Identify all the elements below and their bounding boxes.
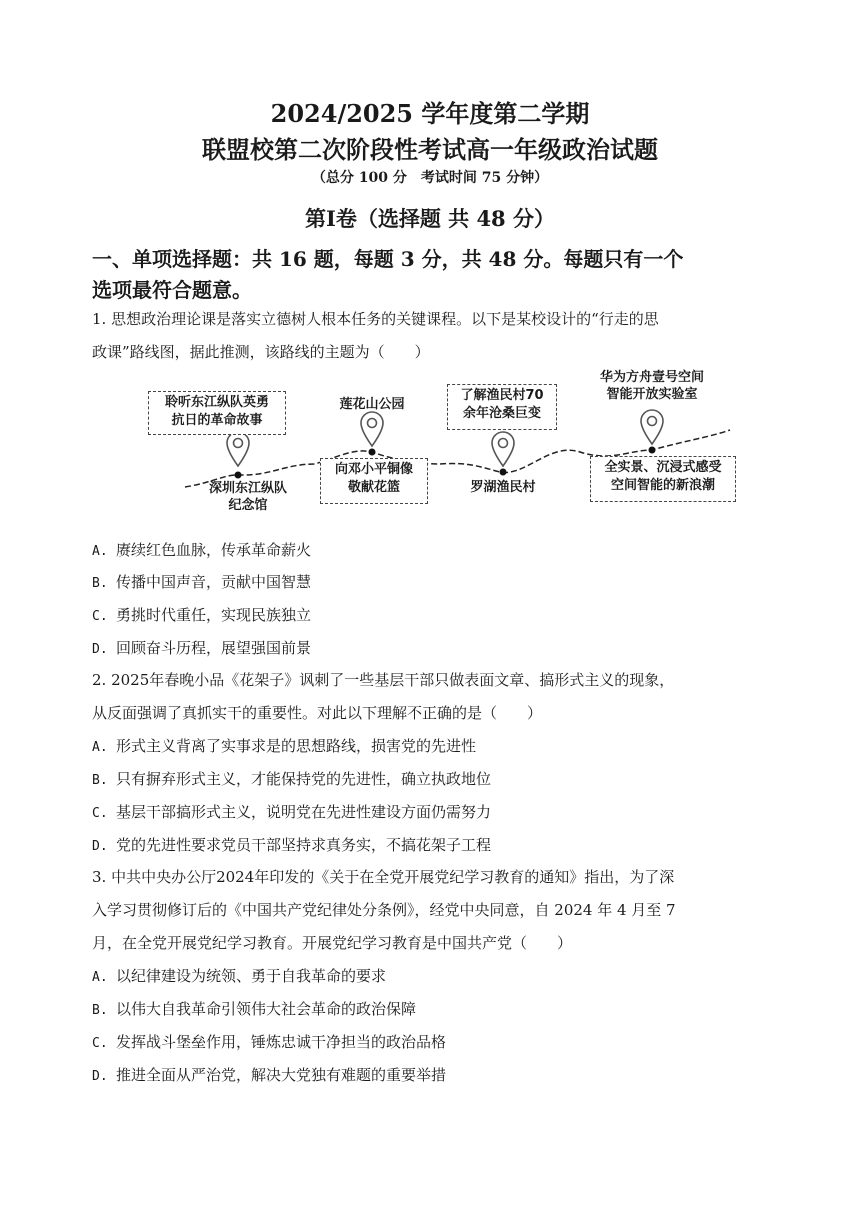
- option-text: 推进全面从严治党，解决大党独有难题的重要举措: [116, 1066, 447, 1084]
- option-text: 传播中国声音，贡献中国智慧: [116, 573, 312, 591]
- section-heading-line2: 选项最符合题意。: [92, 278, 252, 302]
- option-text: 赓续红色血脉，传承革命薪火: [116, 541, 312, 559]
- option-letter: D.: [92, 839, 108, 854]
- question-3-line2: 入学习贯彻修订后的《中国共产党纪律处分条例》，经党中央同意，自 2024 年 4 月至 7: [92, 901, 676, 919]
- option-text: 勇挑时代重任，实现民族独立: [116, 606, 312, 624]
- section-heading-line1: 一、单项选择题：共 16 题，每题 3 分，共 48 分。每题只有一个: [92, 247, 684, 271]
- question-3-option-d[interactable]: [92, 1065, 446, 1087]
- option-letter: A.: [92, 970, 108, 985]
- option-text: 发挥战斗堡垒作用，锤炼忠诚干净担当的政治品格: [116, 1033, 447, 1051]
- route-note-2-line2: 敬献花篮: [347, 480, 400, 495]
- location-pin-icon-3: [492, 432, 514, 466]
- exam-subtitle: （总分 100 分 考试时间 75 分钟）: [311, 170, 549, 186]
- route-stop-label-4: 华为方舟壹号空间 智能开放实验室: [599, 370, 704, 402]
- exam-title-term: 2024/2025 学年度第二学期: [270, 99, 590, 128]
- option-text: 以伟大自我革命引领伟大社会革命的政治保障: [116, 1000, 417, 1018]
- question-1-option-c[interactable]: [92, 605, 311, 627]
- route-stop-dot-3: [500, 469, 507, 476]
- option-letter: A.: [92, 740, 108, 755]
- option-letter: C.: [92, 806, 108, 821]
- route-stop-dot-2: [369, 449, 376, 456]
- question-2-option-d[interactable]: [92, 835, 491, 857]
- question-1-option-b[interactable]: [92, 572, 311, 594]
- question-2-line1: 2. 2025年春晚小品《花架子》讽刺了一些基层干部只做表面文章、搞形式主义的现象，: [92, 671, 675, 689]
- question-1-option-a[interactable]: [92, 540, 311, 562]
- option-text: 回顾奋斗历程，展望强国前景: [116, 639, 312, 657]
- route-stop-dot-1: [235, 472, 242, 479]
- question-2-option-c[interactable]: [92, 802, 491, 824]
- option-text: 以纪律建设为统领、勇于自我革命的要求: [116, 967, 387, 985]
- option-letter: B.: [92, 773, 108, 788]
- route-note-1-line2: 抗日的革命故事: [171, 413, 263, 428]
- option-text: 只有摒弃形式主义，才能保持党的先进性，确立执政地位: [116, 770, 492, 788]
- option-letter: C.: [92, 609, 108, 624]
- route-stop-dot-4: [649, 447, 656, 454]
- route-note-3-line1: 了解渔民村70: [460, 388, 544, 403]
- route-note-2-line1: 向邓小平铜像: [334, 462, 413, 477]
- option-text: 形式主义背离了实事求是的思想路线，损害党的先进性: [116, 737, 477, 755]
- question-2-option-b[interactable]: [92, 769, 491, 791]
- question-3-line3: 月，在全党开展党纪学习教育。开展党纪学习教育是中国共产党（ ）: [92, 934, 573, 952]
- question-1-line1: 1. 思想政治理论课是落实立德树人根本任务的关键课程。以下是某校设计的“行走的思: [92, 310, 659, 328]
- question-3-line1: 3. 中共中央办公厅2024年印发的《关于在全党开展党纪学习教育的通知》指出，为了深: [92, 868, 675, 886]
- option-letter: A.: [92, 544, 108, 559]
- route-note-box-1: [148, 391, 286, 435]
- question-1-line2: 政课”路线图，据此推测，该路线的主题为（ ）: [92, 343, 430, 361]
- route-note-box-3: [447, 384, 557, 430]
- route-map-diagram: [140, 372, 740, 522]
- location-pin-icon-4: [641, 410, 663, 444]
- route-stop-label-1: 深圳东江纵队 纪念馆: [208, 481, 287, 513]
- option-letter: B.: [92, 576, 108, 591]
- route-note-4-line1: 全实景、沉浸式感受: [604, 460, 722, 475]
- route-note-box-4: [590, 456, 736, 502]
- route-note-1-line1: 聆听东江纵队英勇: [164, 395, 269, 410]
- option-text: 党的先进性要求党员干部坚持求真务实，不搞花架子工程: [116, 836, 492, 854]
- question-1-option-d[interactable]: [92, 638, 311, 660]
- route-note-box-2: [320, 458, 428, 504]
- option-letter: D.: [92, 642, 108, 657]
- volume-heading: 第Ⅰ卷（选择题 共 48 分）: [305, 206, 555, 231]
- location-pin-icon-2: [361, 412, 383, 446]
- question-3-option-c[interactable]: [92, 1032, 446, 1054]
- option-letter: D.: [92, 1069, 108, 1084]
- route-stop-label-3: 罗湖渔民村: [470, 480, 536, 495]
- option-text: 基层干部搞形式主义，说明党在先进性建设方面仍需努力: [116, 803, 492, 821]
- question-3-option-a[interactable]: [92, 966, 386, 988]
- location-pin-icon-1: [227, 432, 249, 466]
- route-stop-label-2: 莲花山公园: [339, 397, 405, 412]
- option-letter: B.: [92, 1003, 108, 1018]
- exam-title-main: 联盟校第二次阶段性考试高一年级政治试题: [202, 135, 658, 164]
- route-note-3-line2: 余年沧桑巨变: [462, 406, 541, 421]
- option-letter: C.: [92, 1036, 108, 1051]
- question-3-option-b[interactable]: [92, 999, 416, 1021]
- question-2-option-a[interactable]: [92, 736, 476, 758]
- question-2-line2: 从反面强调了真抓实干的重要性。对此以下理解不正确的是（ ）: [92, 704, 543, 722]
- route-note-4-line2: 空间智能的新浪潮: [610, 478, 715, 493]
